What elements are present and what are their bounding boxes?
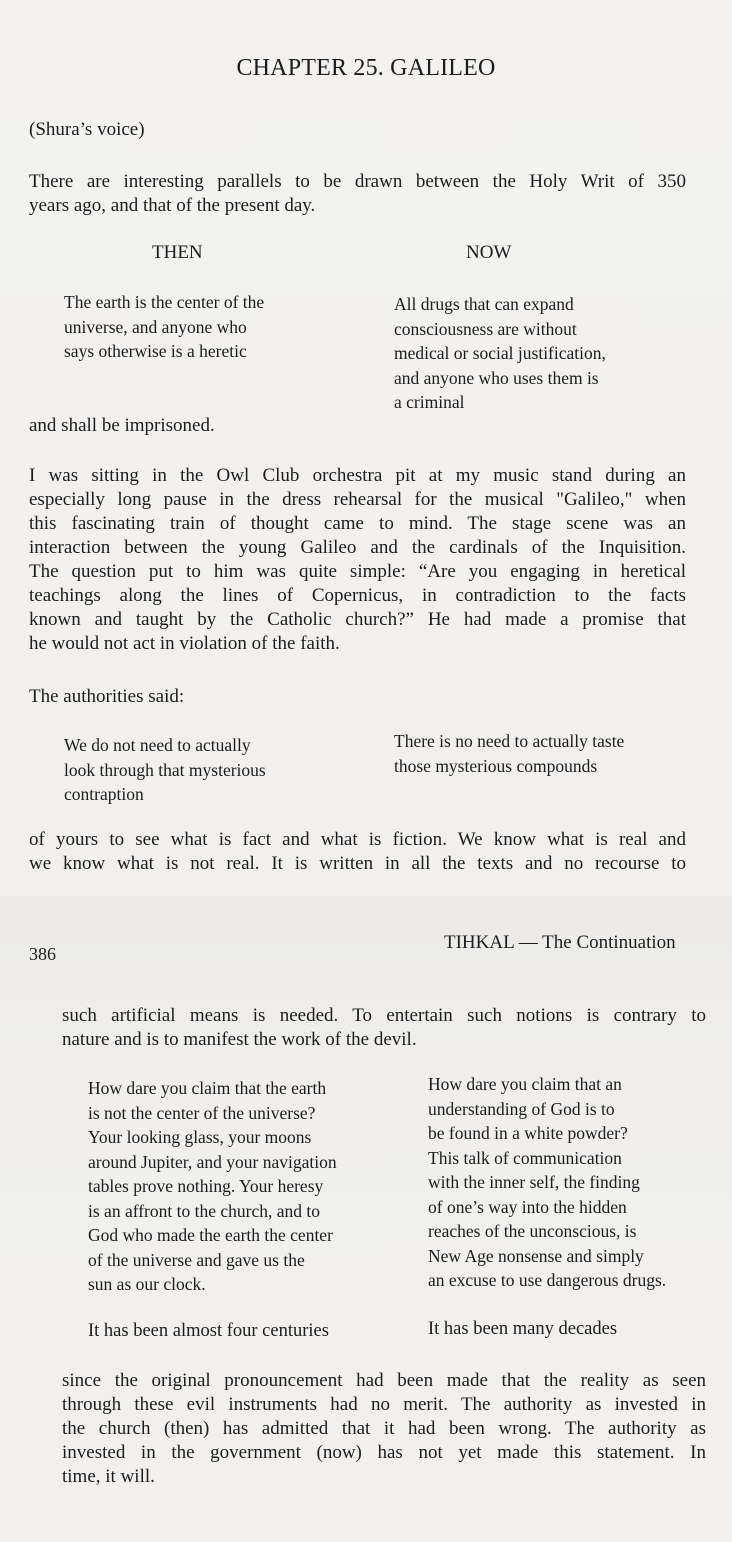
page-number: 386 [29, 944, 56, 964]
left-dare-line: of the universe and gave us the [88, 1249, 305, 1270]
left-time-line: It has been almost four centuries [88, 1321, 329, 1341]
then-line: universe, and anyone who [64, 316, 247, 337]
left-dare-line: sun as our clock. [88, 1274, 206, 1294]
artificial-line: nature and is to manifest the work of the devil. [62, 1029, 417, 1050]
closing-line: invested in the government (now) has not yet made this statement. In [62, 1442, 706, 1463]
left-dare-column [88, 1076, 337, 1297]
fiction-line: we know what is not real. It is written in all the texts and no recourse to [29, 853, 686, 874]
then-line: The earth is the center of the [64, 292, 265, 312]
authorities-line: The authorities said: [29, 686, 185, 707]
now-header: NOW [466, 242, 512, 263]
intro-line: years ago, and that of the present day. [29, 195, 316, 216]
owl-line: he would not act in violation of the faith. [29, 633, 340, 654]
right-dare-line: be found in a white powder? [428, 1123, 628, 1143]
closing-paragraph [62, 1369, 706, 1489]
closing-line: time, it will. [62, 1466, 155, 1487]
artificial-means-paragraph [62, 1004, 706, 1052]
left-dare-line: tables prove nothing. Your heresy [88, 1176, 324, 1196]
artificial-line: such artificial means is needed. To entertain such notions is contrary to [62, 1005, 706, 1026]
now-line: a criminal [394, 392, 465, 412]
now-line: medical or social justification, [394, 343, 606, 363]
owl-line: teachings along the lines of Copernicus, in contradiction to the facts [29, 585, 686, 606]
right-dare-line: understanding of God is to [428, 1098, 615, 1119]
owl-club-paragraph [29, 464, 686, 656]
page-bottom [0, 896, 732, 1542]
now-column [394, 292, 606, 415]
left-quote-line: We do not need to actually [64, 735, 251, 755]
left-quote-column [64, 733, 266, 807]
chapter-title: CHAPTER 25. GALILEO [236, 55, 496, 81]
closing-line: since the original pronouncement had been made that the reality as seen [62, 1370, 706, 1391]
right-time-line: It has been many decades [428, 1319, 618, 1339]
intro-line: There are interesting parallels to be drawn between the Holy Writ of 350 [29, 171, 686, 192]
right-dare-line: New Age nonsense and simply [428, 1245, 644, 1266]
owl-line: especially long pause in the dress rehearsal for the musical "Galileo," when [29, 489, 686, 510]
right-dare-line: of one’s way into the hidden [428, 1196, 627, 1217]
fact-fiction-paragraph [29, 828, 686, 876]
left-dare-line: is not the center of the universe? [88, 1102, 316, 1123]
voice-note: (Shura’s voice) [29, 119, 145, 140]
then-header: THEN [152, 242, 203, 263]
running-head: TIHKAL — The Continuation [444, 932, 676, 953]
intro-paragraph [29, 170, 686, 218]
closing-line: the church (then) has admitted that it had been wrong. The authority as [62, 1418, 706, 1439]
left-dare-line: How dare you claim that the earth [88, 1078, 327, 1098]
right-dare-line: with the inner self, the finding [428, 1172, 640, 1192]
owl-line: this fascinating train of thought came to mind. The stage scene was an [29, 513, 686, 534]
right-dare-column [428, 1072, 666, 1293]
owl-line: The question put to him was quite simple: “Are you engaging in heretical [29, 561, 686, 582]
right-quote-column [394, 729, 624, 778]
right-quote-line: those mysterious compounds [394, 755, 598, 776]
right-dare-line: an excuse to use dangerous drugs. [428, 1270, 667, 1290]
left-dare-line: around Jupiter, and your navigation [88, 1151, 337, 1172]
closing-line: through these evil instruments had no merit. The authority as invested in [62, 1394, 706, 1415]
left-quote-line: look through that mysterious [64, 759, 266, 780]
right-dare-line: reaches of the unconscious, is [428, 1221, 637, 1241]
right-quote-line: There is no need to actually taste [394, 731, 625, 751]
now-line: consciousness are without [394, 318, 577, 339]
fiction-line: of yours to see what is fact and what is fiction. We know what is real and [29, 829, 686, 850]
imprisoned-line: and shall be imprisoned. [29, 415, 215, 436]
left-dare-line: God who made the earth the center [88, 1225, 333, 1245]
then-line: says otherwise is a heretic [64, 341, 247, 361]
left-dare-line: is an affront to the church, and to [88, 1200, 320, 1221]
owl-line: I was sitting in the Owl Club orchestra pit at my music stand during an [29, 465, 686, 486]
now-line: All drugs that can expand [394, 294, 574, 314]
right-dare-line: This talk of communication [428, 1147, 622, 1168]
right-dare-line: How dare you claim that an [428, 1074, 622, 1094]
owl-line: interaction between the young Galileo and the cardinals of the Inquisition. [29, 537, 686, 558]
now-line: and anyone who uses them is [394, 367, 599, 388]
owl-line: known and taught by the Catholic church?” He had made a promise that [29, 609, 686, 630]
left-quote-line: contraption [64, 784, 144, 804]
then-column [64, 290, 264, 364]
left-dare-line: Your looking glass, your moons [88, 1127, 312, 1147]
